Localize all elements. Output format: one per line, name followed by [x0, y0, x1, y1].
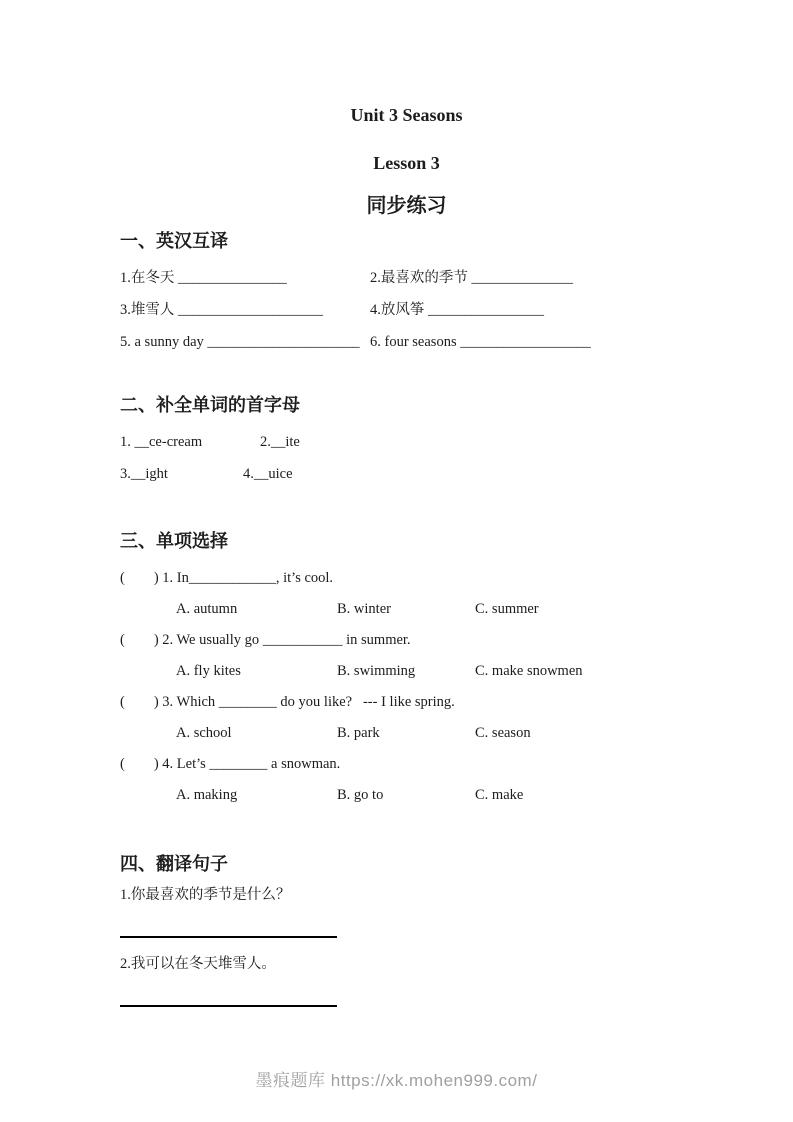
question-stem: ( ) 3. Which ________ do you like? --- I like spring.	[120, 694, 455, 710]
footer-watermark: 墨痕题库 https://xk.mohen999.com/	[255, 1071, 538, 1090]
translation-row	[120, 300, 693, 320]
translate-sentence: 1.你最喜欢的季节是什么？	[120, 887, 291, 903]
section2-heading: 二、补全单词的首字母	[120, 395, 300, 415]
option-a: A. school	[176, 725, 232, 741]
translation-item: 3.堆雪人 ____________________	[120, 302, 323, 318]
translation-row	[120, 268, 693, 288]
first-letter-item: 3.__ight	[120, 466, 168, 482]
question-stem: ( ) 4. Let’s ________ a snowman.	[120, 756, 341, 772]
translation-item: 1.在冬天 _______________	[120, 270, 287, 286]
options-row	[120, 785, 693, 805]
first-letter-item: 4.__uice	[243, 466, 293, 482]
option-b: B. swimming	[337, 663, 416, 679]
practice-title: 同步练习	[366, 195, 447, 217]
option-a: A. fly kites	[176, 663, 241, 679]
section3-heading: 三、单项选择	[120, 531, 228, 551]
first-letter-item: 2.__ite	[260, 434, 300, 450]
translation-row	[120, 332, 693, 352]
option-b: B. go to	[337, 787, 384, 803]
option-b: B. park	[337, 725, 380, 741]
translation-item: 5. a sunny day _____________________	[120, 334, 360, 350]
option-c: C. season	[475, 725, 531, 741]
options-row	[120, 599, 693, 619]
lesson-title: Lesson 3	[373, 153, 440, 173]
option-c: C. summer	[475, 601, 539, 617]
question-stem: ( ) 1. In____________, it’s cool.	[120, 570, 334, 586]
translation-item: 4.放风筝 ________________	[370, 302, 544, 318]
translate-sentence: 2.我可以在冬天堆雪人。	[120, 956, 276, 972]
first-letter-item: 1. __ce-cream	[120, 434, 203, 450]
answer-blank-line	[120, 1005, 337, 1007]
option-c: C. make snowmen	[475, 663, 583, 679]
translation-item: 6. four seasons __________________	[370, 334, 591, 350]
option-a: A. making	[176, 787, 238, 803]
first-letter-row	[120, 432, 693, 452]
translation-item: 2.最喜欢的季节 ______________	[370, 270, 573, 286]
options-row	[120, 723, 693, 743]
option-c: C. make	[475, 787, 524, 803]
options-row	[120, 661, 693, 681]
unit-title: Unit 3 Seasons	[350, 105, 463, 125]
answer-blank-line	[120, 936, 337, 938]
option-b: B. winter	[337, 601, 391, 617]
section1-heading: 一、英汉互译	[120, 231, 228, 251]
first-letter-row	[120, 464, 693, 484]
section4-heading: 四、翻译句子	[120, 854, 228, 874]
option-a: A. autumn	[176, 601, 238, 617]
question-stem: ( ) 2. We usually go ___________ in summer.	[120, 632, 411, 648]
